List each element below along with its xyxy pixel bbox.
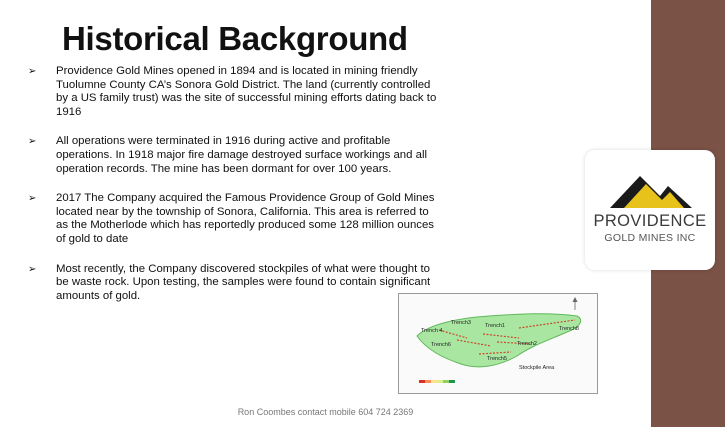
arrow-bullet-icon: ➢ xyxy=(28,263,37,275)
bullet-text: Most recently, the Company discovered stockpiles of what were thought to be waste rock. Upon testing, the samples were found to contain significant amounts of gold. xyxy=(56,262,431,302)
north-arrow-icon xyxy=(573,297,578,310)
mountain-peaks-icon xyxy=(610,170,692,208)
map-label-trench5: Trench5 xyxy=(487,356,507,362)
bullet-item xyxy=(22,192,442,246)
map-label-trench1: Trench1 xyxy=(485,323,505,329)
map-label-stockpile: Stockpile Area xyxy=(519,365,555,371)
map-label-trench8: Trench8 xyxy=(559,326,579,332)
bullet-item xyxy=(22,65,442,119)
page-title: Historical Background xyxy=(62,20,408,57)
bullet-list xyxy=(22,65,442,319)
trench-map-image xyxy=(398,293,598,394)
footer-contact: Ron Coombes contact mobile 604 724 2369 xyxy=(237,407,414,417)
logo-subtitle: GOLD MINES INC xyxy=(604,232,696,244)
map-label-trench3: Trench3 xyxy=(451,320,471,326)
bullet-text: All operations were terminated in 1916 during active and profitable operations. In 1918 major fire damage destroyed surface workings and all operation records. The mine has been dormant for over 100 years. xyxy=(56,135,428,175)
logo-name: PROVIDENCE xyxy=(593,212,707,230)
bullet-text: 2017 The Company acquired the Famous Providence Group of Gold Mines located near by the township of Sonora, California. This area is referred to as the Motherlode which has reportedly produced some 128 million ounces of gold to date xyxy=(56,192,435,245)
bullet-item xyxy=(22,263,442,304)
map-label-trench2: Trench2 xyxy=(517,341,537,347)
bullet-item xyxy=(22,135,442,176)
company-logo xyxy=(585,150,715,270)
arrow-bullet-icon: ➢ xyxy=(28,136,37,148)
arrow-bullet-icon: ➢ xyxy=(28,193,37,205)
map-label-trench6: Trench6 xyxy=(431,342,451,348)
trench-map xyxy=(399,294,597,393)
map-label-trench4: Trench 4 xyxy=(421,328,443,334)
bullet-text: Providence Gold Mines opened in 1894 and is located in mining friendly Tuolumne County CA’s Sonora Gold District. The land (currently controlled by a US family trust) was the site of successful mining efforts dating back to 1916 xyxy=(56,65,437,118)
map-legend xyxy=(419,380,455,383)
arrow-bullet-icon: ➢ xyxy=(28,66,37,77)
